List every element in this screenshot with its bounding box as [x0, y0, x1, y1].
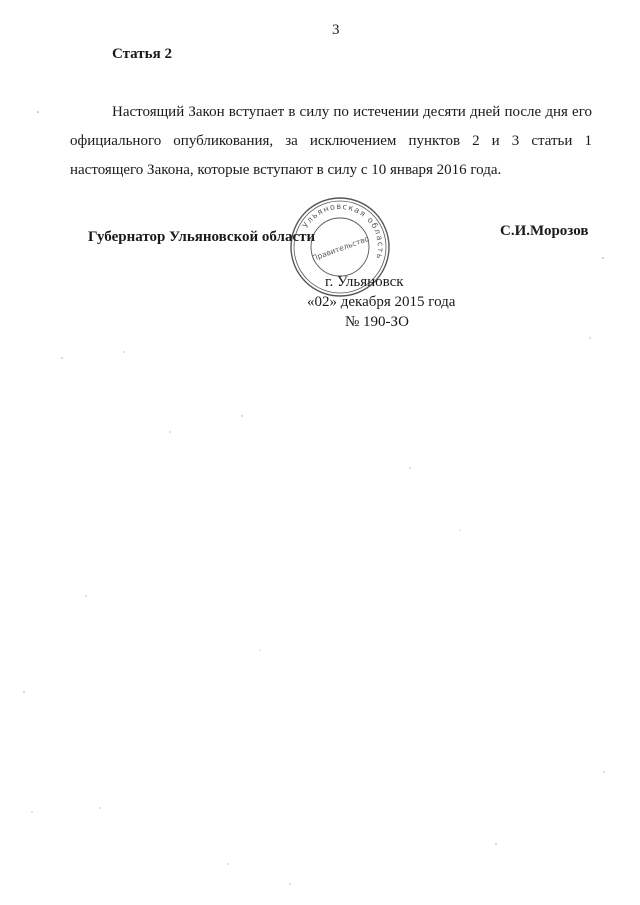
signatory-name: С.И.Морозов	[500, 223, 589, 239]
page-number: 3	[332, 22, 340, 38]
svg-text:Ульяновская область: Ульяновская область	[300, 201, 386, 261]
article-body-paragraph: Настоящий Закон вступает в силу по истечении десяти дней после дня его официального опубликования, за исключением пунктов 2 и 3 статьи 1 настоящего Закона, которые вступают в силу с 10 января 2016 года.	[70, 104, 592, 178]
article-heading: Статья 2	[112, 46, 172, 62]
law-number: № 190-ЗО	[345, 314, 409, 330]
svg-text:Правительство: Правительство	[310, 233, 371, 263]
signing-date: «02» декабря 2015 года	[307, 294, 456, 310]
place-of-signing: г. Ульяновск	[325, 274, 404, 290]
signatory-title: Губернатор Ульяновской области	[88, 229, 316, 245]
